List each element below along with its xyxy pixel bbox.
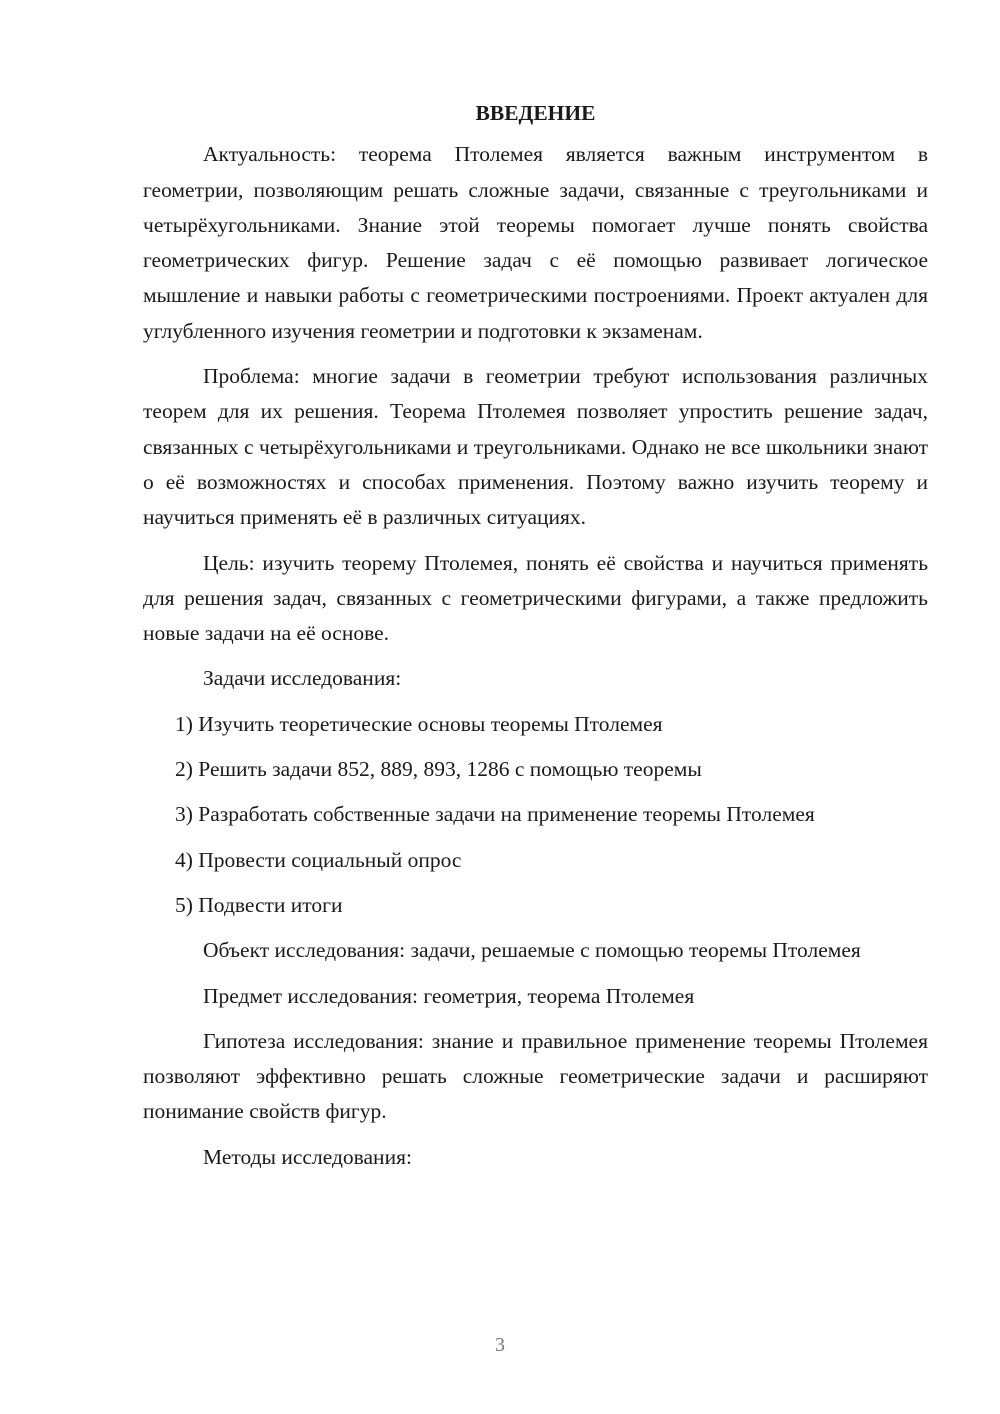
paragraph-problem: Проблема: многие задачи в геометрии требуют использования различных теорем для их решения. Теорема Птолемея позволяет упростить решение задач, связанных с четырёхугольниками и треугольниками. Однако не все школьники знают о её возможностях и способах применения. Поэтому важно изучить теорему и научиться применять её в различных ситуациях. xyxy=(143,364,928,530)
paragraph-methods: Методы исследования: xyxy=(203,1144,412,1169)
paragraph-goal: Цель: изучить теорему Птолемея, понять её свойства и научиться применять для решения задач, связанных с геометрическими фигурами, а также предложить новые задачи на её основе. xyxy=(143,550,928,646)
task-item-3: 3) Разработать собственные задачи на применение теоремы Птолемея xyxy=(175,802,815,827)
paragraph-subject: Предмет исследования: геометрия, теорема Птолемея xyxy=(203,983,695,1008)
page-number: 3 xyxy=(495,1334,505,1356)
section-title: ВВЕДЕНИЕ xyxy=(475,101,596,125)
paragraph-object: Объект исследования: задачи, решаемые с помощью теоремы Птолемея xyxy=(203,938,861,963)
paragraph-hypothesis: Гипотеза исследования: знание и правильное применение теоремы Птолемея позволяют эффективно решать сложные геометрические задачи и расширяют понимание свойств фигур. xyxy=(143,1028,928,1124)
task-item-1: 1) Изучить теоретические основы теоремы Птолемея xyxy=(175,711,663,736)
task-item-2: 2) Решить задачи 852, 889, 893, 1286 с помощью теоремы xyxy=(175,757,702,782)
page-content xyxy=(143,96,928,1185)
task-item-5: 5) Подвести итоги xyxy=(175,892,343,917)
task-item-4: 4) Провести социальный опрос xyxy=(175,847,462,872)
paragraph-relevance: Актуальность: теорема Птолемея является важным инструментом в геометрии, позволяющим решать сложные задачи, связанные с треугольниками и четырёхугольниками. Знание этой теоремы помогает лучше понять свойства геометрических фигур. Решение задач с её помощью развивает логическое мышление и навыки работы с геометрическими построениями. Проект актуален для углубленного изучения геометрии и подготовки к экзаменам. xyxy=(143,142,928,343)
tasks-heading: Задачи исследования: xyxy=(203,666,402,691)
